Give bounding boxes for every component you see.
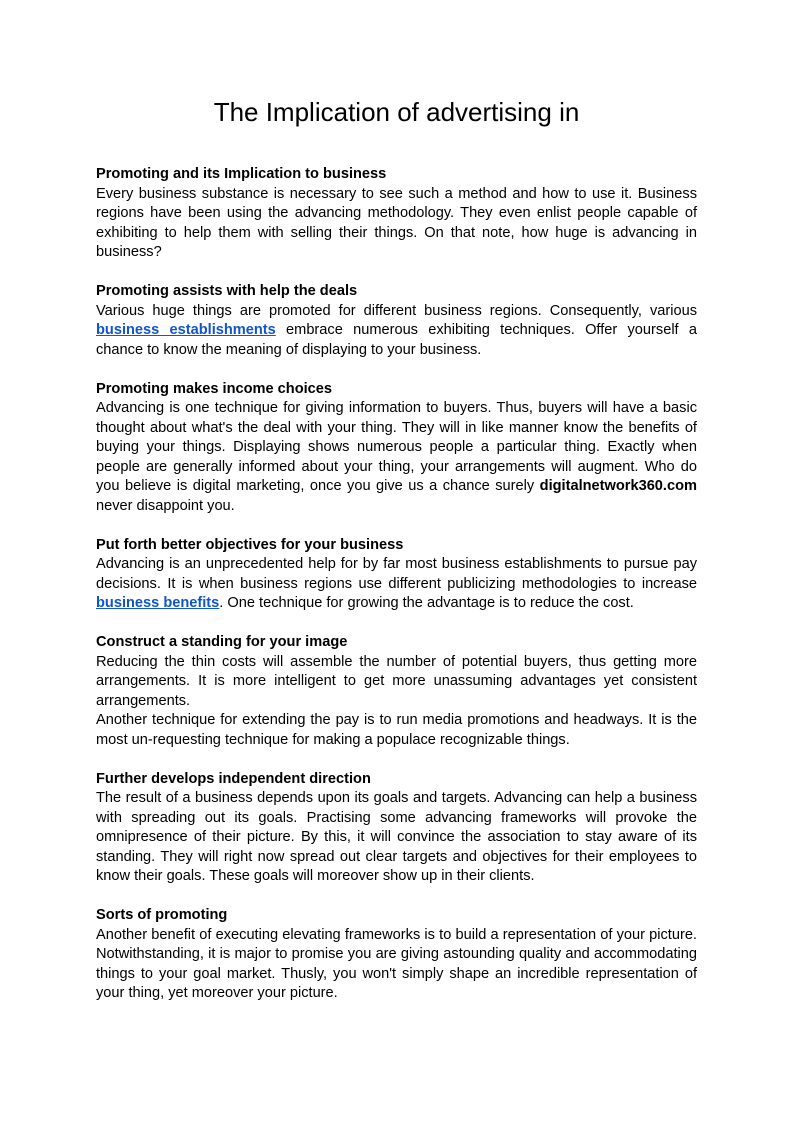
section-heading: Sorts of promoting — [96, 907, 228, 923]
text: Another benefit of executing elevating frameworks is to build a representation of your picture. Notwithstanding, it is major to promise you are giving astounding quality and accommodating things to your goal market. Thusly, you won't simply shape an incredible representation of your thing, yet moreover your picture. — [96, 926, 697, 1001]
document-title: The Implication of advertising in — [213, 97, 580, 127]
text: never disappoint you. — [96, 497, 235, 514]
paragraph — [96, 185, 697, 263]
text: Every business substance is necessary to see such a method and how to use it. Business regions have been using the advancing methodology. They even enlist people capable of exhibiting to help them with selling their things. On that note, how huge is advancing in business? — [96, 185, 697, 260]
paragraph — [96, 302, 697, 361]
inline-link[interactable]: business establishments — [96, 322, 276, 338]
bold-text: digitalnetwork360.com — [539, 478, 697, 494]
text: Advancing is an unprecedented help for by far most business establishments to pursue pay decisions. It is when business regions use different publicizing methodologies to increase — [96, 556, 697, 592]
text: embrace numerous exhibiting techniques. Offer yourself a chance to know the meaning of displaying to your business. — [96, 322, 697, 358]
paragraph — [96, 653, 697, 712]
section-heading: Further develops independent direction — [96, 770, 371, 787]
document-body — [96, 165, 697, 1023]
paragraph — [96, 926, 697, 1004]
section — [96, 536, 697, 614]
paragraph — [96, 711, 697, 750]
section-heading: Promoting assists with help the deals — [96, 283, 358, 299]
paragraph — [96, 555, 697, 614]
text: Another technique for extending the pay is to run media promotions and headways. It is the most un-requesting technique for making a populace recognizable things. — [96, 712, 697, 748]
text: . One technique for growing the advantage is to reduce the cost. — [219, 595, 634, 611]
text: Reducing the thin costs will assemble the number of potential buyers, thus getting more arrangements. It is more intelligent to get more unassuming advantages yet consistent arrangements. — [96, 653, 697, 709]
section — [96, 282, 697, 360]
paragraph — [96, 789, 697, 887]
text: Various huge things are promoted for different business regions. Consequently, various — [96, 302, 697, 319]
section-heading: Promoting and its Implication to business — [96, 166, 387, 182]
section — [96, 380, 697, 517]
section — [96, 906, 697, 1004]
text: Advancing is one technique for giving information to buyers. Thus, buyers will have a basic thought about what's the deal with your thing. They will in like manner know the benefits of buying your things. Displaying shows numerous people a particular thing. Exactly when people are generally informed about your thing, your arrangements will augment. Who do you believe is digital marketing, once you give us a chance surely — [96, 400, 697, 494]
section — [96, 165, 697, 263]
section-heading: Construct a standing for your image — [96, 634, 348, 650]
section — [96, 633, 697, 750]
section-heading: Put forth better objectives for your business — [96, 536, 404, 553]
section — [96, 770, 697, 887]
paragraph — [96, 399, 697, 516]
text: The result of a business depends upon its goals and targets. Advancing can help a business with spreading out its goals. Practising some advancing frameworks will provoke the omnipresence of their picture. By this, it will convince the association to stay aware of its standing. They will right now spread out clear targets and objectives for their employees to know their goals. These goals will moreover show up in their clients. — [96, 790, 697, 884]
section-heading: Promoting makes income choices — [96, 380, 333, 397]
inline-link[interactable]: business benefits — [96, 595, 220, 611]
